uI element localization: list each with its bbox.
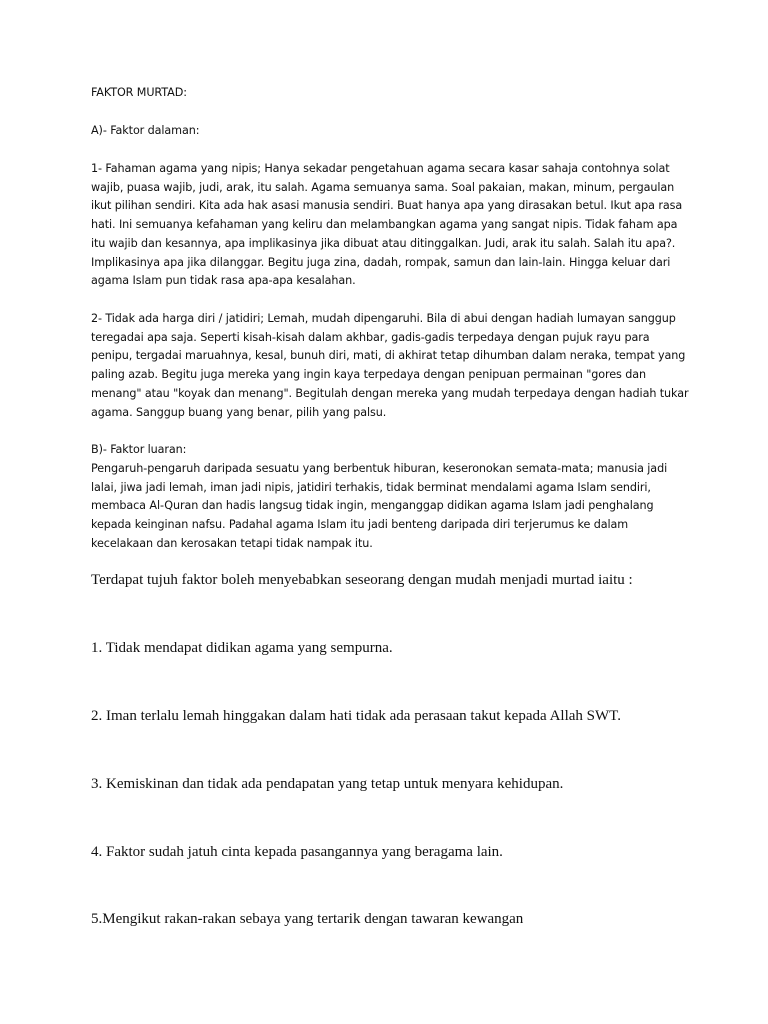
paragraph-a2: 2- Tidak ada harga diri / jatidiri; Lemah, mudah dipengaruhi. Bila di abui dengan hadiah lumayan sanggup teregadai apa saja. Seperti kisah-kisah dalam akhbar, gadis-gadis terpedaya dengan pujuk rayu para penipu, tergadai maruahnya, kesal, bunuh diri, mati, di akhirat tetap dihumban dalam neraka, tempat yang paling azab. Begitu juga mereka yang ingin kaya terpedaya dengan penipuan permainan "gores dan menang" atau "koyak dan menang". Begitulah dengan mereka yang mudah terpedaya dengan hadiah tukar agama. Sanggup buang yang benar, pilih yang palsu. xyxy=(91,312,689,419)
intro-line: Terdapat tujuh faktor boleh menyebabkan seseorang dengan mudah menjadi murtad iaitu : xyxy=(91,572,633,588)
list-item: 4. Faktor sudah jatuh cinta kepada pasangannya yang beragama lain. xyxy=(91,844,503,860)
section-a-heading: A)- Faktor dalaman: xyxy=(91,124,200,137)
list-item: 1. Tidak mendapat didikan agama yang sempurna. xyxy=(91,640,393,656)
paragraph-a1: 1- Fahaman agama yang nipis; Hanya sekadar pengetahuan agama secara kasar sahaja contohnya solat wajib, puasa wajib, judi, arak, itu salah. Agama semuanya sama. Soal pakaian, makan, minum, pergaulan ikut pilihan sendiri. Kita ada hak asasi manusia sendiri. Buat hanya apa yang dirasakan betul. Ikut apa rasa hati. Ini semuanya kefahaman yang keliru dan melambangkan agama yang sangat nipis. Tidak faham apa itu wajib dan kesannya, apa implikasinya jika dibuat atau ditinggalkan. Judi, arak itu salah. Salah itu apa?. Implikasinya apa jika dilanggar. Begitu juga zina, dadah, rompak, samun dan lain-lain. Hingga keluar dari agama Islam pun tidak rasa apa-apa kesalahan. xyxy=(91,162,683,288)
list-item: 5.Mengikut rakan-rakan sebaya yang tertarik dengan tawaran kewangan xyxy=(91,911,524,927)
paragraph-b: Pengaruh-pengaruh daripada sesuatu yang berbentuk hiburan, keseronokan semata-mata; manusia jadi lalai, jiwa jadi lemah, iman jadi nipis, jatidiri terhakis, tidak berminat mendalami agama Islam sendiri, membaca Al-Quran dan hadis langsug tidak ingin, menganggap didikan agama Islam jadi penghalang kepada keinginan nafsu. Padahal agama Islam itu jadi benteng daripada diri terjerumus ke dalam kecelakaan dan kerosakan tetapi tidak nampak itu. xyxy=(91,462,668,550)
document-title: FAKTOR MURTAD: xyxy=(91,86,187,99)
section-b-heading: B)- Faktor luaran: xyxy=(91,443,187,456)
list-item: 3. Kemiskinan dan tidak ada pendapatan yang tetap untuk menyara kehidupan. xyxy=(91,776,564,792)
list-item: 2. Iman terlalu lemah hinggakan dalam hati tidak ada perasaan takut kepada Allah SWT. xyxy=(91,708,621,724)
